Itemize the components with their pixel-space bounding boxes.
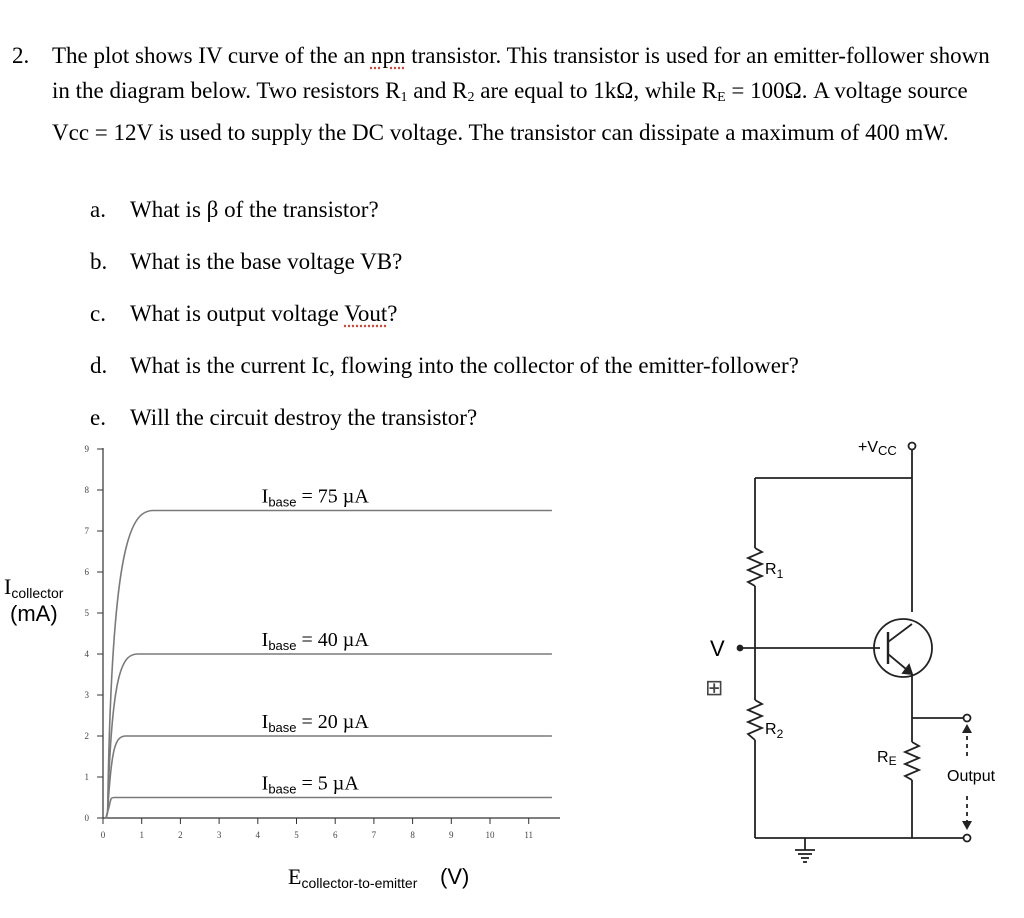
x-axis-label: Ecollector-to-emitter (288, 864, 418, 891)
subscript: 1 (400, 90, 408, 105)
circuit-diagram (738, 443, 973, 863)
y-tick-label: 8 (84, 485, 89, 495)
question-label: c. (90, 301, 106, 326)
question-text: What is the current Ic, flowing into the collector of the emitter-follower? (130, 353, 799, 378)
curve-label-2: $I_{base} = 20$ µA (261, 711, 369, 735)
x-ticks (101, 818, 533, 840)
r1-resistor (748, 548, 762, 586)
y-tick-label: 3 (84, 690, 89, 700)
emitter-arrow (903, 665, 912, 674)
question-b (90, 249, 402, 275)
x-tick-label: 9 (449, 830, 454, 840)
question-e (90, 405, 477, 431)
x-tick-label: 10 (485, 830, 495, 840)
figure (0, 430, 1024, 918)
iv-chart (4, 444, 560, 891)
y-tick-label: 2 (84, 731, 89, 741)
y-tick-label: 6 (84, 567, 89, 577)
problem-text-part: transistor. This transistor is used for an emitter-follower shown in the diagram below. Two resistors R (52, 43, 990, 103)
subscript: E (717, 90, 726, 105)
problem-number: 2. (12, 43, 30, 68)
vcc-terminal (909, 443, 916, 450)
y-axis-label: Icollector (4, 574, 64, 601)
question-c (90, 301, 397, 327)
problem-text-part: and R (407, 78, 468, 103)
problem-text (52, 38, 1002, 150)
y-tick-label: 7 (84, 526, 89, 536)
question-label: d. (90, 353, 108, 378)
r2-label: $R_2$ (765, 721, 784, 741)
expand-icon[interactable]: ⊞ (705, 675, 724, 700)
x-tick-label: 7 (371, 830, 377, 840)
transistor-collector (888, 624, 912, 642)
y-ticks (85, 444, 104, 823)
re-resistor (905, 742, 919, 780)
x-tick-label: 2 (178, 830, 183, 840)
question-text: What is output voltage (130, 301, 345, 326)
question-text: What is β of the transistor? (130, 197, 379, 222)
spellcheck-word: Vout (344, 301, 388, 326)
re-label: RE (877, 749, 897, 768)
y-tick-label: 9 (84, 444, 89, 454)
r1-label: $R_1$ (765, 561, 784, 581)
x-tick-label: 11 (524, 830, 534, 840)
question-label: a. (90, 197, 106, 222)
problem-text-part: are equal to 1kΩ, while R (474, 78, 718, 103)
x-tick-label: 8 (410, 830, 415, 840)
iv-curve-3 (106, 798, 552, 819)
output-top-terminal (964, 715, 971, 722)
output-arrowhead-up (962, 724, 972, 733)
question-text: Will the circuit destroy the transistor? (130, 405, 478, 430)
output-arrowhead-down (962, 821, 972, 830)
question-d (90, 353, 799, 379)
vcc-label: +VCC (858, 439, 897, 458)
problem-text-part: = 100Ω. A voltage source Vcc = 12V is used to supply the DC voltage. The transistor can dissipate a maximum of 400 mW. (52, 78, 968, 145)
question-a (90, 197, 379, 223)
v-label: V (710, 636, 725, 661)
curve-labels (262, 486, 370, 797)
x-axis-unit: (V) (440, 864, 470, 889)
curve-label-3: $I_{base} = 5$ µA (261, 772, 359, 797)
x-tick-label: 3 (216, 830, 222, 840)
question-label: e. (90, 405, 106, 430)
problem-text-part: The plot shows IV curve of the an (52, 43, 371, 68)
base-node (738, 646, 743, 651)
curve-label-0: $I_{base} = 75$ µA (261, 485, 369, 510)
y-tick-label: 4 (84, 649, 89, 659)
question-label: b. (90, 249, 108, 274)
x-tick-label: 0 (100, 830, 106, 840)
y-tick-label: 0 (84, 813, 89, 823)
output-label: Output (947, 768, 996, 785)
output-bottom-terminal (964, 835, 971, 842)
r2-resistor (748, 700, 762, 740)
x-tick-label: 1 (139, 830, 144, 840)
y-axis-unit: (mA) (10, 601, 58, 626)
x-tick-label: 4 (255, 830, 261, 840)
y-tick-label: 5 (84, 608, 89, 618)
x-tick-label: 5 (294, 830, 299, 840)
transistor-body (874, 619, 932, 677)
question-text: What is the base voltage VB? (130, 249, 403, 274)
spellcheck-word: npn (370, 43, 406, 68)
x-tick-label: 6 (332, 830, 338, 840)
subscript: 2 (467, 90, 475, 105)
question-text: ? (387, 301, 398, 326)
y-tick-label: 1 (84, 772, 89, 782)
curve-label-1: $I_{base} = 40$ µA (261, 629, 369, 653)
